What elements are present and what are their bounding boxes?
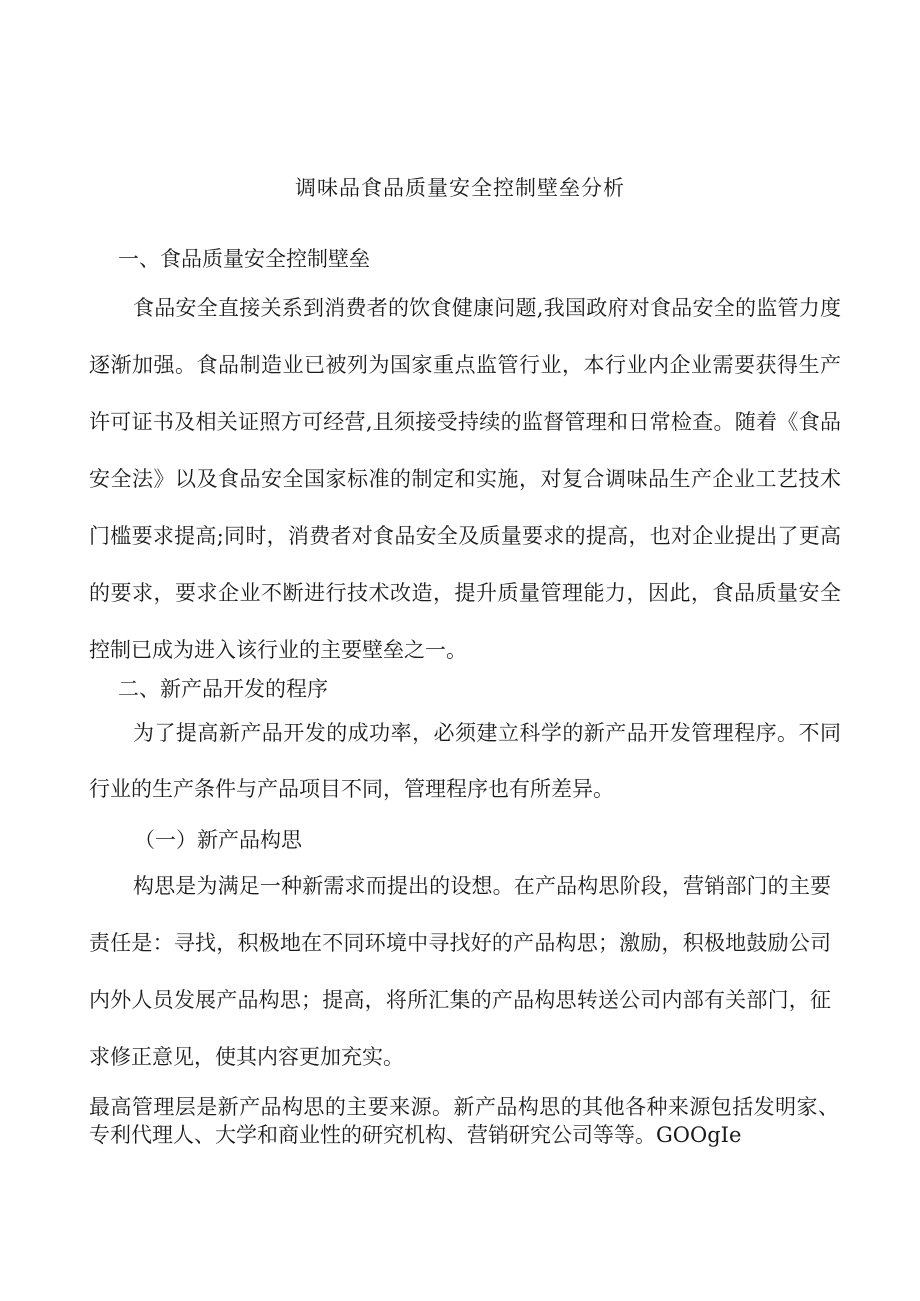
subsection-paragraph-product-idea: 构思是为满足一种新需求而提出的设想。在产品构思阶段，营销部门的主要责任是：寻找，积极地在不同环境中寻找好的产品构思；激励，积极地鼓励公司内外人员发展产品构思；提高，将所汇集的产品构思转送公司内部有关部门，征求修正意见，使其内容更加充实。 — [89, 874, 831, 1069]
subsection-paragraph-idea-sources: 最高管理层是新产品构思的主要来源。新产品构思的其他各种来源包括发明家、专利代理人、大学和商业性的研究机构、营销研究公司等等。GOOgIe — [89, 1095, 839, 1147]
section-heading-new-product-procedure: 二、新产品开发的程序 — [118, 677, 328, 701]
section-paragraph-food-safety: 食品安全直接关系到消费者的饮食健康问题,我国政府对食品安全的监管力度逐渐加强。食品制造业已被列为国家重点监管行业，本行业内企业需要获得生产许可证书及相关证照方可经营,且须接受持续的监督管理和日常检查。随着《食品安全法》以及食品安全国家标准的制定和实施，对复合调味品生产企业工艺技术门槛要求提高;同时，消费者对食品安全及质量要求的提高，也对企业提出了更高的要求，要求企业不断进行技术改造，提升质量管理能力，因此，食品质量安全控制已成为进入该行业的主要壁垒之一。 — [89, 296, 841, 662]
document-title: 调味品食品质量安全控制壁垒分析 — [295, 176, 625, 200]
section-heading-food-safety: 一、食品质量安全控制壁垒 — [118, 247, 370, 271]
section-paragraph-new-product-procedure: 为了提高新产品开发的成功率，必须建立科学的新产品开发管理程序。不同行业的生产条件与产品项目不同，管理程序也有所差异。 — [89, 721, 841, 801]
subsection-heading-product-idea: （一）新产品构思 — [134, 828, 302, 852]
